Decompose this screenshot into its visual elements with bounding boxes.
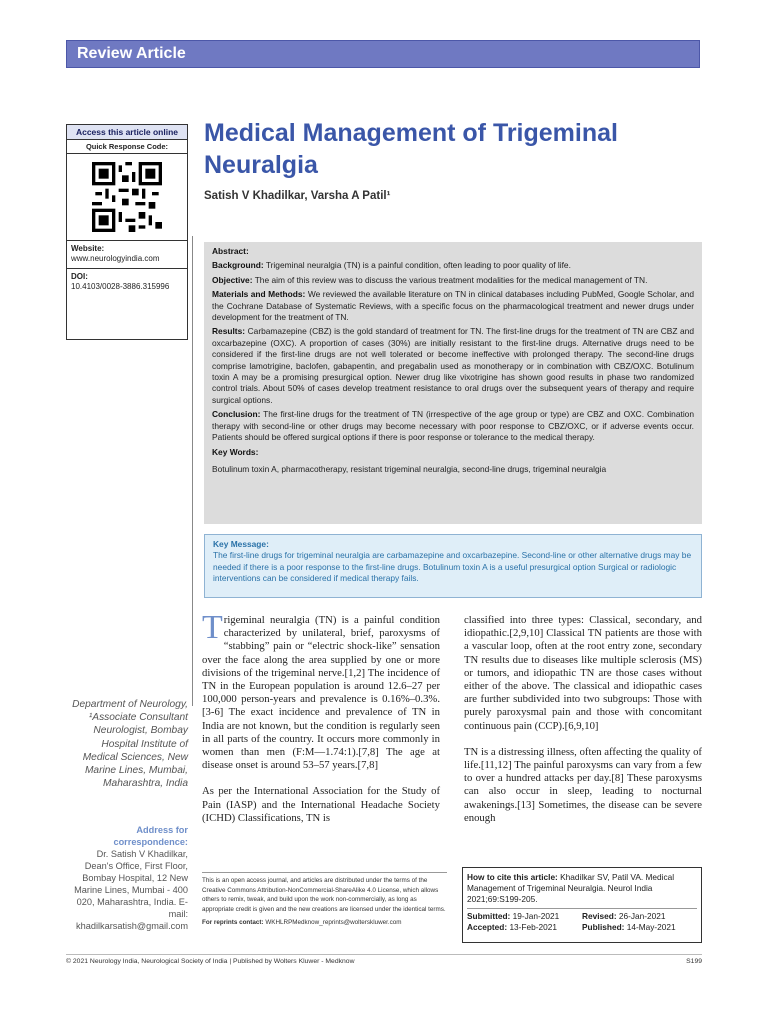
key-message-text: The first-line drugs for trigeminal neuralgia are carbamazepine and oxcarbazepine. Second-line or other alternative drugs may be needed if there is a poor response to the first-line drugs. Botulinum toxin A is a useful presurgical option Surgical or radiologic interventions can be considered if medical therapy fails. [213,550,692,584]
body-paragraph: classified into three types: Classical, secondary, and idiopathic.[2,9,10] Classical TN patients are those with a vascular loop, often at the root entry zone, secondary TN results due to diseases like multiple sclerosis (MS) or tumors, and idiopathic TN are those cases without either of the above. The classical and idiopathic cases are further subdivided into two subgroups: Those with purely paroxysmal pain and those with concomitant continuous pain (CCP).[6,9,10] [464,614,702,732]
qr-code-icon[interactable] [92,162,162,232]
doi-field [67,269,187,296]
keywords-label: Key Words: [212,446,259,457]
abstract-background: Background: Trigeminal neuralgia (TN) is a painful condition, often leading to poor quality of life. [212,260,571,271]
section-banner [66,40,700,68]
license-note [202,872,447,932]
body-paragraph: Trigeminal neuralgia (TN) is a painful condition characterized by unilateral, brief, paroxysms of “stabbing” pain or “electric shock-like” sensation over the face along the area supplied by one or more divisions of the trigeminal nerve.[1,2] The incidence of TN in the European population is around 12.6–27 per 100,000 person-years and prevalence is 0.16%–0.3%.[3-6] The exact incidence and prevalence of TN in India are not known, but the condition is regularly seen in all parts of the country. It occurs more commonly in women than men (F:M—1.74:1).[7,8] The age at disease onset is around 53–57 years.[7,8] [202,609,440,772]
doi-label: DOI: [71,271,88,281]
citation-dates [467,908,697,933]
access-title: Access this article online [67,125,187,140]
license-text: This is an open access journal, and articles are distributed under the terms of the Creative Commons Attribution-NonCommercial-ShareAlike 4.0 License, which allows others to remix, tweak, and build upon the work non-commercially, as long as appropriate credit is given and the new creations are licensed under the identical terms. [202,877,446,913]
body-column-1 [202,609,440,838]
accepted-date: Accepted: 13-Feb-2021 [467,922,557,932]
article-title: Medical Management of Trigeminal Neuralgia [204,119,618,179]
page-number: S199 [686,958,702,965]
reprints-contact: For reprints contact: WKHLRPMedknow_reprints@wolterskluwer.com [202,919,402,927]
body-paragraph: As per the International Association for the Study of Pain (IASP) and the International Headache Society (ICHD) Classifications, TN is [202,785,440,824]
website-field [67,241,187,269]
reprints-email[interactable]: WKHLRPMedknow_reprints@wolterskluwer.com [265,919,402,927]
keywords: Botulinum toxin A, pharmacotherapy, resistant trigeminal neuralgia, second-line drugs, trigeminal neuralgia [212,463,607,474]
published-date: Published: 14-May-2021 [582,922,676,932]
citation-box [462,867,702,943]
website-label: Website: [71,244,105,253]
access-box [66,124,188,340]
column-divider [192,236,193,706]
abstract-methods: Materials and Methods: We reviewed the available literature on TN in clinical databases including PubMed, Google Scholar, and the Cochrane Database of Systematic Reviews, with a specific focus on the pharmacological treatment and newer drugs under development for the treatment of TN. [212,289,694,323]
citation-text: How to cite this article: Khadilkar SV, Patil VA. Medical Management of Trigeminal Neuralgia. Neurol India 2021;69:S199-205. [467,872,675,904]
abstract-objective: Objective: The aim of this review was to discuss the various treatment modalities for the medical management of TN. [212,274,648,285]
page-footer [66,954,702,965]
abstract-results: Results: Carbamazepine (CBZ) is the gold standard of treatment for TN. The first-line drugs for the treatment of TN are CBZ and oxcarbazepine (OXC). A proportion of cases (30%) are initially resistant to the first-line drugs. Alternative drugs need to be considered if the first-line drugs are not well tolerated or become ineffective with prolonged therapy. The second-line drugs comprise lamotrigine, baclofen, gabapentin, and pregabalin used as monotherapy or in combination with CBZ/OXC. Botulinum toxin A may be a promising presurgical option. Newer drug like vixotrigine has shown good results in phase two randomized control trials. About 50% of cases develop treatment resistance to oral drugs over the subsequent years of therapy and require surgical options. [212,326,694,405]
abstract-box [204,242,702,524]
website-link[interactable]: www.neurologyindia.com [71,254,160,264]
section-label: Review Article [77,45,186,62]
revised-date: Revised: 26-Jan-2021 [582,911,666,921]
body-column-2 [464,614,702,838]
article-authors: Satish V Khadilkar, Varsha A Patil¹ [204,190,391,202]
body-paragraph: TN is a distressing illness, often affecting the quality of life.[11,12] The painful paroxysms can vary from a few to over a hundred attacks per day.[8] These paroxysms can also occur in sleep, leading to nocturnal awakenings.[13] Sometimes, the disease can be severe enough [464,745,702,824]
copyright: © 2021 Neurology India, Neurological Society of India | Published by Wolters Kluwer - Medknow [66,958,355,965]
key-message-label: Key Message: [213,539,269,549]
drop-cap: T [202,609,223,646]
correspondence-text: Dr. Satish V Khadilkar, Dean's Office, First Floor, Bombay Hospital, 12 New Marine Lines, Mumbai - 400 020, Maharashtra, India. E-mail: khadilkarsatish@gmail.com [74,849,188,931]
key-message-box [204,534,702,598]
doi-link[interactable]: 10.4103/0028-3886.315996 [71,282,170,292]
abstract-heading: Abstract: [212,246,249,256]
abstract-conclusion: Conclusion: The first-line drugs for the treatment of TN (irrespective of the age group or type) are CBZ and OXC. Combination therapy with second-line or other drugs may become necessary with poor response to CBZ/OXC, or if adverse events occur. Patients should be offered surgical options if there is poor response or tolerance to the medical therapy. [212,409,694,443]
correspondence-label: Address for correspondence: [113,825,188,847]
submitted-date: Submitted: 19-Jan-2021 [467,911,560,921]
qr-label: Quick Response Code: [67,140,187,154]
correspondence [66,824,188,932]
affiliation: Department of Neurology, ¹Associate Consultant Neurologist, Bombay Hospital Institute of Medical Sciences, New Marine Lines, Mumbai, Maharashtra, India [72,699,188,790]
